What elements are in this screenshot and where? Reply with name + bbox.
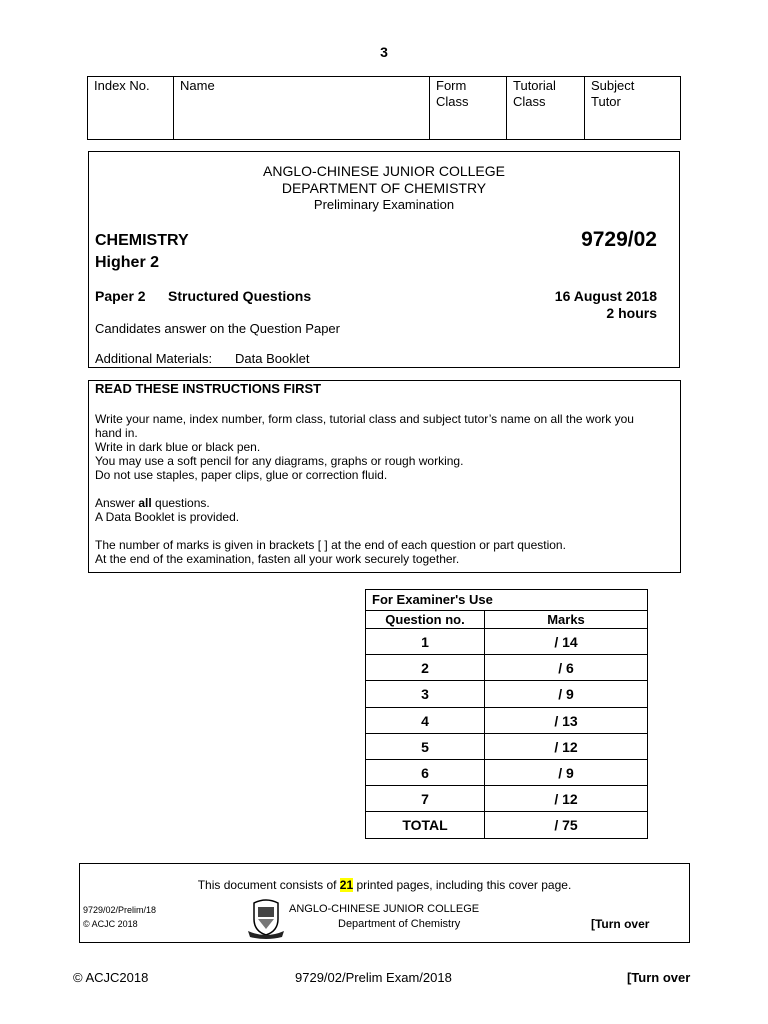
instruction-line: Write your name, index number, form class, tutorial class and subject tutor’s name on all the work you bbox=[95, 412, 634, 426]
question-number: 6 bbox=[366, 760, 485, 785]
page-footer-code: 9729/02/Prelim Exam/2018 bbox=[295, 970, 452, 985]
form-class-label-2: Class bbox=[436, 94, 469, 109]
instruction-line: A Data Booklet is provided. bbox=[95, 510, 240, 524]
table-row bbox=[366, 681, 647, 707]
page-footer bbox=[0, 970, 768, 986]
tutorial-class-cell[interactable] bbox=[507, 77, 585, 139]
instruction-line: Write in dark blue or black pen. bbox=[95, 440, 261, 454]
college-crest-icon bbox=[246, 897, 286, 939]
pages-post: printed pages, including this cover page. bbox=[353, 878, 572, 892]
marks-cell[interactable]: / 12 bbox=[554, 791, 578, 808]
name-cell[interactable] bbox=[174, 77, 430, 139]
department-name: DEPARTMENT OF CHEMISTRY bbox=[281, 180, 487, 196]
index-no-label: Index No. bbox=[94, 78, 150, 93]
answer-pre: Answer bbox=[95, 496, 139, 510]
form-class-label-1: Form bbox=[436, 78, 467, 93]
subject-tutor-label-1: Subject bbox=[591, 78, 635, 93]
subject-tutor-label-2: Tutor bbox=[591, 94, 621, 109]
footer-copyright: © ACJC 2018 bbox=[83, 919, 138, 929]
table-row bbox=[366, 786, 647, 812]
total-label: TOTAL bbox=[366, 812, 485, 838]
exam-date: 16 August 2018 bbox=[554, 288, 657, 304]
page-footer-copyright: © ACJC2018 bbox=[73, 970, 149, 985]
instruction-line: At the end of the examination, fasten all your work securely together. bbox=[95, 552, 460, 566]
instructions-heading: READ THESE INSTRUCTIONS FIRST bbox=[95, 381, 322, 396]
table-row bbox=[366, 629, 647, 655]
form-class-cell[interactable] bbox=[430, 77, 507, 139]
table-row bbox=[366, 760, 647, 786]
examiner-table bbox=[365, 589, 648, 839]
index-no-cell[interactable] bbox=[88, 77, 174, 139]
instruction-line bbox=[95, 496, 675, 510]
footer-college: ANGLO-CHINESE JUNIOR COLLEGE bbox=[289, 903, 480, 915]
paper-number: Paper 2 bbox=[95, 288, 146, 304]
question-number: 5 bbox=[366, 734, 485, 759]
marks-cell[interactable]: / 12 bbox=[554, 738, 578, 755]
pages-note bbox=[80, 878, 689, 892]
exam-type: Preliminary Examination bbox=[313, 197, 455, 212]
question-number: 4 bbox=[366, 708, 485, 733]
page-number: 3 bbox=[380, 44, 388, 60]
marks-cell[interactable]: / 9 bbox=[558, 686, 574, 703]
question-number: 3 bbox=[366, 681, 485, 706]
subject-tutor-cell[interactable] bbox=[585, 77, 680, 139]
examiner-title-row bbox=[366, 590, 647, 611]
paper-code: 9729/02 bbox=[581, 228, 657, 251]
question-number: 2 bbox=[366, 655, 485, 680]
subject-level: Higher 2 bbox=[95, 254, 160, 271]
table-row bbox=[366, 708, 647, 734]
footer-department: Department of Chemistry bbox=[338, 918, 461, 930]
footer-turn-over: [Turn over bbox=[591, 917, 650, 931]
marks-col-header: Marks bbox=[547, 612, 585, 627]
examiner-title: For Examiner's Use bbox=[372, 592, 493, 607]
instruction-line: You may use a soft pencil for any diagrams, graphs or rough working. bbox=[95, 454, 464, 468]
name-label: Name bbox=[180, 78, 215, 93]
answer-all: all bbox=[138, 496, 152, 510]
instruction-line: Do not use staples, paper clips, glue or correction fluid. bbox=[95, 468, 388, 482]
question-number: 7 bbox=[366, 786, 485, 811]
marks-cell[interactable]: / 9 bbox=[558, 765, 574, 781]
exam-header-box bbox=[88, 151, 680, 368]
instruction-line: hand in. bbox=[95, 426, 138, 440]
materials-value: Data Booklet bbox=[235, 351, 310, 366]
question-col-header: Question no. bbox=[366, 611, 485, 628]
marks-cell[interactable]: / 14 bbox=[554, 634, 578, 650]
marks-cell[interactable]: / 13 bbox=[554, 712, 578, 729]
table-row bbox=[366, 655, 647, 681]
pages-pre: This document consists of bbox=[197, 878, 340, 892]
page-footer-turn-over: [Turn over bbox=[627, 970, 691, 985]
instruction-line: The number of marks is given in brackets [ ] at the end of each question or part question. bbox=[95, 538, 566, 552]
instructions-box bbox=[88, 380, 681, 573]
candidates-note: Candidates answer on the Question Paper bbox=[95, 321, 340, 336]
footer-ref: 9729/02/Prelim/18 bbox=[83, 905, 157, 915]
pages-count: 21 bbox=[339, 878, 354, 892]
examiner-header-row bbox=[366, 611, 647, 629]
exam-duration: 2 hours bbox=[606, 305, 657, 321]
answer-post: questions. bbox=[151, 496, 210, 510]
examiner-total-row bbox=[366, 812, 647, 838]
tutorial-class-label-1: Tutorial bbox=[513, 78, 556, 93]
total-marks[interactable]: / 75 bbox=[554, 817, 578, 834]
footer-box bbox=[79, 863, 690, 943]
table-row bbox=[366, 734, 647, 760]
college-name: ANGLO-CHINESE JUNIOR COLLEGE bbox=[263, 163, 505, 179]
question-number: 1 bbox=[366, 629, 485, 654]
index-table bbox=[87, 76, 681, 140]
marks-cell[interactable]: / 6 bbox=[558, 660, 574, 677]
tutorial-class-label-2: Class bbox=[513, 94, 546, 109]
subject-title: CHEMISTRY bbox=[95, 232, 189, 249]
materials-label: Additional Materials: bbox=[95, 351, 213, 366]
paper-title: Structured Questions bbox=[168, 288, 312, 304]
